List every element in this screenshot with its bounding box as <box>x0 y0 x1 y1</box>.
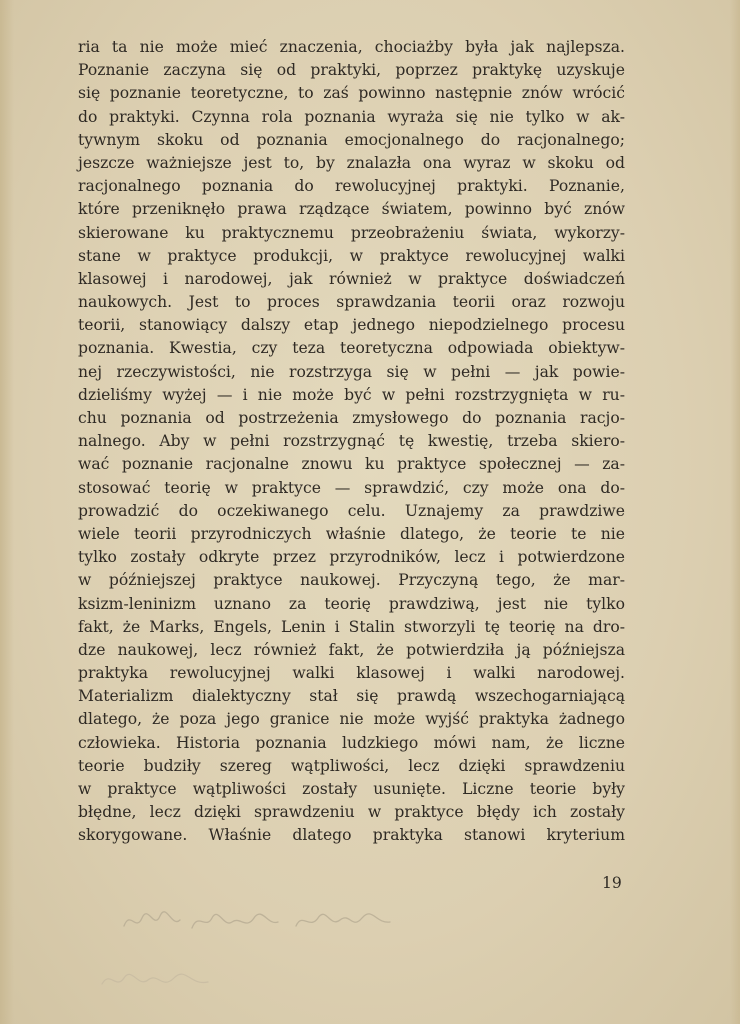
text-line: jeszcze ważniejsze jest to, by znalazła ona wyraz w skoku od <box>78 153 625 172</box>
text-line: błędne, lecz dzięki sprawdzeniu w praktyce błędy ich zostały <box>78 803 625 822</box>
page-edge-shadow-right <box>730 0 740 1024</box>
text-line: dze naukowej, lecz również fakt, że potwierdziła ją późniejsza <box>78 640 625 659</box>
text-line: do praktyki. Czynna rola poznania wyraża się nie tylko w ak- <box>78 107 625 126</box>
text-line: wać poznanie racjonalne znowu ku praktyce społecznej — za- <box>78 455 625 474</box>
text-line: poznania. Kwestia, czy teza teoretyczna odpowiada obiektyw- <box>78 339 625 358</box>
text-line: racjonalnego poznania do rewolucyjnej praktyki. Poznanie, <box>78 177 625 196</box>
text-line: ria ta nie może mieć znaczenia, chociażby była jak najlepsza. <box>78 38 625 56</box>
text-line: klasowej i narodowej, jak również w praktyce doświadczeń <box>78 269 625 288</box>
text-line: tylko zostały odkryte przez przyrodników, lecz i potwierdzone <box>78 548 625 567</box>
text-line: się poznanie teoretyczne, to zaś powinno następnie znów wrócić <box>78 84 625 103</box>
text-line: praktyka rewolucyjnej walki klasowej i walki narodowej. <box>78 664 625 683</box>
text-line: teorie budziły szereg wątpliwości, lecz dzięki sprawdzeniu <box>78 756 625 775</box>
text-line: nalnego. Aby w pełni rozstrzygnąć tę kwestię, trzeba skiero- <box>78 432 625 451</box>
pencil-marginalia <box>120 900 420 940</box>
text-line: Poznanie zaczyna się od praktyki, poprzez praktykę uzyskuje <box>78 61 625 80</box>
text-line: wiele teorii przyrodniczych właśnie dlatego, że teorie te nie <box>78 524 625 543</box>
text-line: nej rzeczywistości, nie rozstrzyga się w pełni — jak powie- <box>78 362 625 381</box>
text-line: prowadzić do oczekiwanego celu. Uznajemy za prawdziwe <box>78 501 625 520</box>
text-line: tywnym skoku od poznania emocjonalnego do racjonalnego; <box>78 130 625 149</box>
page-edge-shadow-left <box>0 0 14 1024</box>
text-line: naukowych. Jest to proces sprawdzania teorii oraz rozwoju <box>78 293 625 312</box>
page-number: 19 <box>602 874 622 892</box>
body-text <box>78 36 625 848</box>
text-line: stane w praktyce produkcji, w praktyce rewolucyjnej walki <box>78 246 625 265</box>
text-line: Materializm dialektyczny stał się prawdą wszechogarniającą <box>78 687 625 706</box>
text-line: człowieka. Historia poznania ludzkiego mówi nam, że liczne <box>78 733 625 752</box>
text-line: stosować teorię w praktyce — sprawdzić, czy może ona do- <box>78 478 625 497</box>
text-line: dlatego, że poza jego granice nie może wyjść praktyka żadnego <box>78 710 625 729</box>
text-line: które przeniknęło prawa rządzące światem, powinno być znów <box>78 200 625 219</box>
pencil-marginalia <box>98 960 218 1000</box>
text-line: w praktyce wątpliwości zostały usunięte. Liczne teorie były <box>78 780 625 798</box>
text-line: chu poznania od postrzeżenia zmysłowego do poznania racjo- <box>78 409 625 427</box>
text-line: dzieliśmy wyżej — i nie może być w pełni rozstrzygnięta w ru- <box>78 385 625 404</box>
text-line: skierowane ku praktycznemu przeobrażeniu świata, wykorzy- <box>78 223 625 242</box>
text-line: w późniejszej praktyce naukowej. Przyczyną tego, że mar- <box>78 571 625 590</box>
text-line: skorygowane. Właśnie dlatego praktyka stanowi kryterium <box>78 826 625 845</box>
text-line: fakt, że Marks, Engels, Lenin i Stalin stworzyli tę teorię na dro- <box>78 617 625 636</box>
text-line: ksizm-leninizm uznano za teorię prawdziwą, jest nie tylko <box>78 594 625 613</box>
text-line: teorii, stanowiący dalszy etap jednego niepodzielnego procesu <box>78 316 625 335</box>
